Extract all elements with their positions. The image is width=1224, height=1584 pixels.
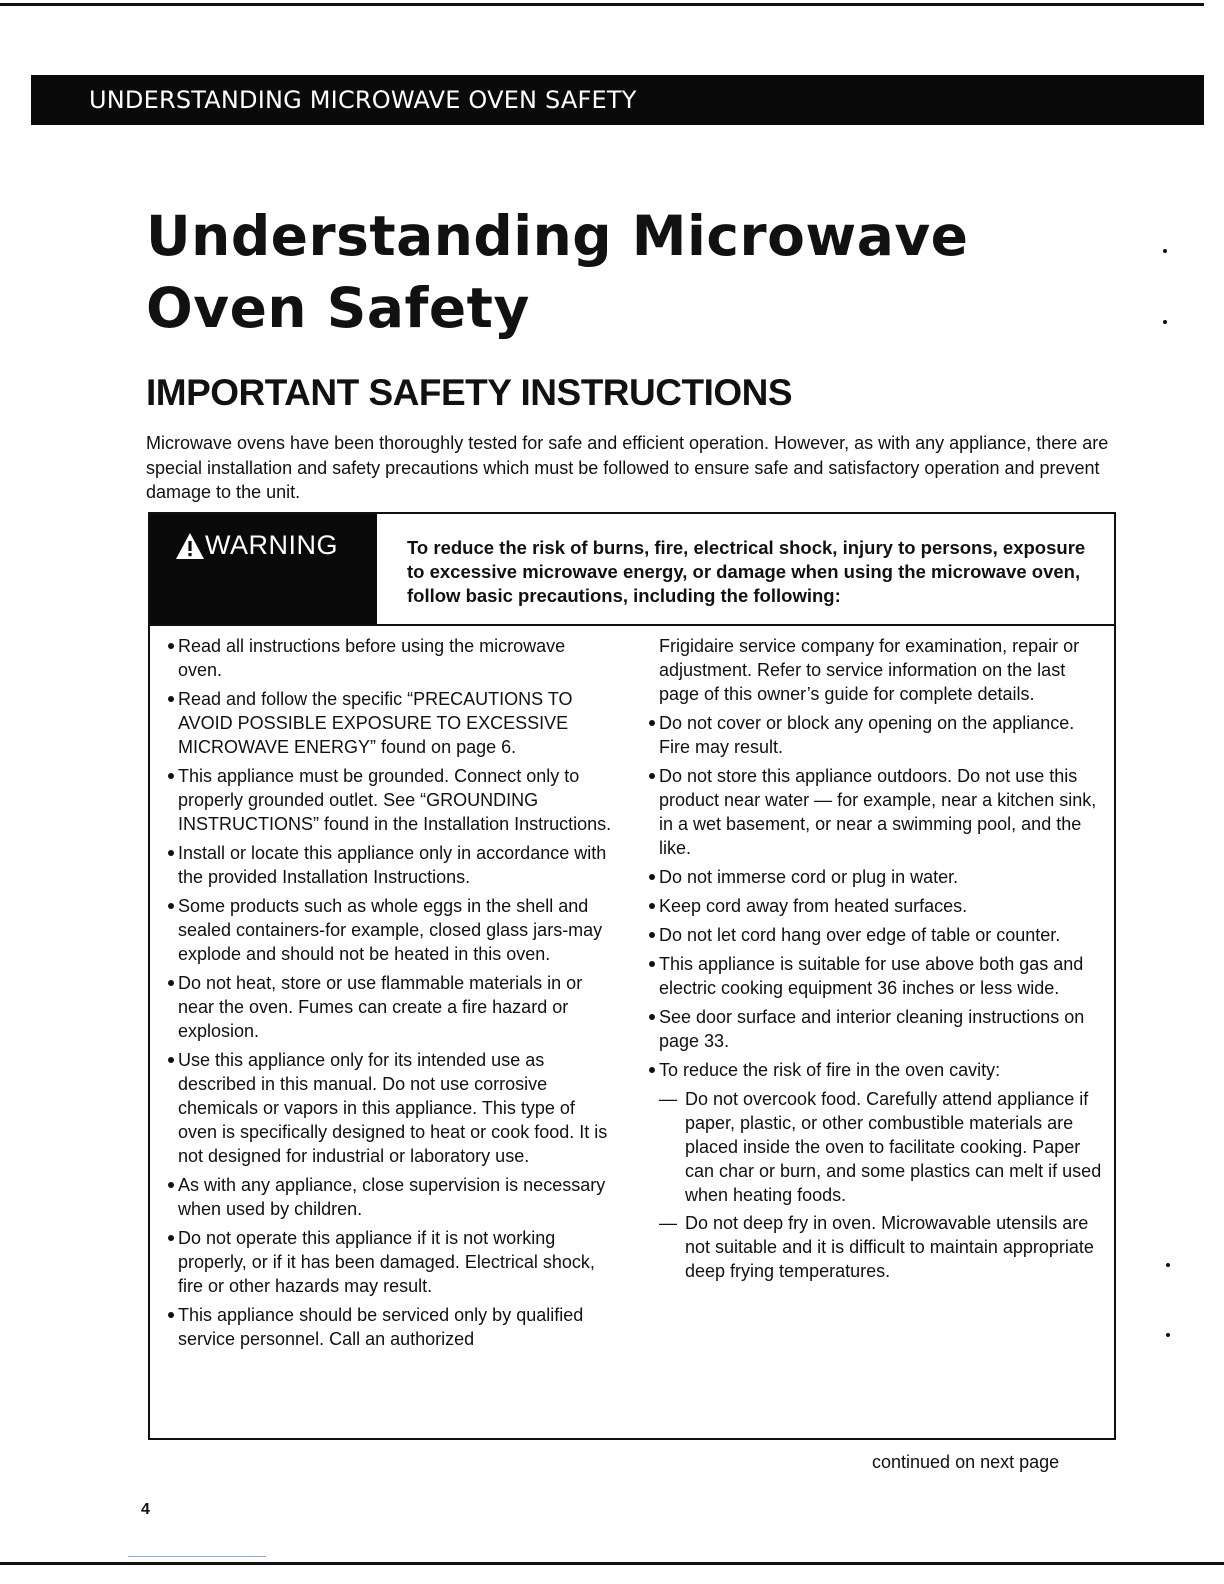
list-item	[649, 923, 1104, 947]
bullet-icon	[649, 961, 655, 967]
bottom-faint-line	[128, 1556, 266, 1557]
warning-text: To reduce the risk of burns, fire, electrical shock, injury to persons, exposure to excessive microwave energy, or damage when using the microwave oven, follow basic precautions, including the following:	[407, 537, 1086, 606]
bullet-icon	[168, 1182, 174, 1188]
list-item	[168, 971, 613, 1043]
list-item-text: Use this appliance only for its intended use as described in this manual. Do not use corrosive chemicals or vapors in this appliance. This type of oven is specifically designed to heat or cook food. It is not designed for industrial or laboratory use.	[178, 1050, 608, 1166]
list-item-text: Some products such as whole eggs in the shell and sealed containers-for example, closed glass jars-may explode and should not be heated in this oven.	[178, 896, 603, 964]
bullet-icon	[649, 1067, 655, 1073]
list-item-text: As with any appliance, close supervision is necessary when used by children.	[178, 1175, 606, 1219]
bullet-icon	[649, 1014, 655, 1020]
list-item-text: See door surface and interior cleaning instructions on page 33.	[659, 1007, 1085, 1051]
intro-paragraph: Microwave ovens have been thoroughly tested for safe and efficient operation. However, as with any appliance, there are special installation and safety precautions which must be followed to ensure safe and satisfactory operation and prevent damage to the unit.	[146, 433, 1109, 502]
list-item	[649, 711, 1104, 759]
list-item	[168, 894, 613, 966]
warning-label: WARNING	[205, 530, 338, 560]
list-item	[168, 1048, 613, 1168]
list-item	[168, 764, 613, 836]
bullet-icon	[168, 1312, 174, 1318]
page-title	[146, 200, 1046, 344]
bullet-icon	[168, 1057, 174, 1063]
list-item	[168, 1173, 613, 1221]
warning-triangle-icon	[175, 532, 205, 560]
bullet-icon	[649, 932, 655, 938]
right-column	[649, 634, 1104, 1287]
left-column	[168, 634, 613, 1356]
page-number: 4	[141, 1501, 150, 1518]
list-item	[649, 952, 1104, 1000]
dash-marker: —	[659, 1213, 677, 1233]
list-item-text: This appliance must be grounded. Connect only to properly grounded outlet. See “GROUNDING INSTRUCTIONS” found in the Installation Instructions.	[178, 766, 612, 834]
margin-dot	[1166, 1333, 1170, 1337]
list-item	[649, 1005, 1104, 1053]
sub-list-item-text: Do not overcook food. Carefully attend appliance if paper, plastic, or other combustible materials are placed inside the oven to facilitate cooking. Paper can char or burn, and some plastics can melt if used when heating foods.	[685, 1089, 1102, 1205]
sub-list-item-text: Do not deep fry in oven. Microwavable utensils are not suitable and it is difficult to maintain appropriate deep frying temperatures.	[685, 1213, 1094, 1281]
sub-list-item	[649, 1211, 1104, 1283]
top-rule	[0, 3, 1204, 6]
bullet-icon	[168, 643, 174, 649]
list-item-text: To reduce the risk of fire in the oven cavity:	[659, 1060, 1001, 1080]
continued-note: continued on next page	[872, 1452, 1060, 1472]
list-item-continuation: Frigidaire service company for examination, repair or adjustment. Refer to service information on the last page of this owner’s guide for complete details.	[659, 636, 1080, 704]
bullet-icon	[168, 696, 174, 702]
bullet-icon	[168, 1235, 174, 1241]
list-item	[649, 1058, 1104, 1082]
warning-header	[150, 514, 1114, 626]
bottom-rule	[0, 1562, 1224, 1565]
list-item-text: Do not operate this appliance if it is not working properly, or if it has been damaged. Electrical shock, fire or other hazards may result.	[178, 1228, 595, 1296]
section-header-bar	[31, 75, 1204, 125]
bullet-icon	[649, 773, 655, 779]
page-title-line2: Oven Safety	[146, 276, 530, 340]
list-item	[168, 687, 613, 759]
bullet-icon	[168, 850, 174, 856]
list-item-text: Read and follow the specific “PRECAUTIONS TO AVOID POSSIBLE EXPOSURE TO EXCESSIVE MICROWAVE ENERGY” found on page 6.	[178, 689, 573, 757]
page-title-line1: Understanding Microwave	[146, 204, 969, 268]
bullet-icon	[168, 980, 174, 986]
bullet-icon	[649, 903, 655, 909]
safety-instructions-heading: IMPORTANT SAFETY INSTRUCTIONS	[146, 372, 793, 413]
bullet-icon	[168, 903, 174, 909]
list-item	[649, 865, 1104, 889]
list-item	[649, 764, 1104, 860]
list-item-text: Do not store this appliance outdoors. Do not use this product near water — for example, near a kitchen sink, in a wet basement, or near a swimming pool, and the like.	[659, 766, 1097, 858]
list-item-text: Do not cover or block any opening on the appliance. Fire may result.	[659, 713, 1075, 757]
margin-dot	[1166, 1263, 1170, 1267]
margin-dot	[1163, 320, 1167, 324]
bullet-icon	[649, 874, 655, 880]
list-item	[168, 634, 613, 682]
list-item	[168, 1303, 613, 1351]
list-item-text: Do not let cord hang over edge of table or counter.	[659, 925, 1061, 945]
list-item-text: Read all instructions before using the microwave oven.	[178, 636, 566, 680]
bullet-icon	[168, 773, 174, 779]
warning-label-block	[150, 514, 377, 624]
list-item-text: This appliance should be serviced only by qualified service personnel. Call an authorized	[178, 1305, 584, 1349]
margin-dot	[1163, 249, 1167, 253]
list-item	[168, 841, 613, 889]
dash-marker: —	[659, 1089, 677, 1109]
list-item	[168, 1226, 613, 1298]
list-item	[649, 894, 1104, 918]
section-title: UNDERSTANDING MICROWAVE OVEN SAFETY	[89, 86, 637, 114]
list-item-text: This appliance is suitable for use above both gas and electric cooking equipment 36 inches or less wide.	[659, 954, 1084, 998]
bullet-icon	[649, 720, 655, 726]
list-item-text: Do not heat, store or use flammable materials in or near the oven. Fumes can create a fire hazard or explosion.	[178, 973, 583, 1041]
list-item-text: Install or locate this appliance only in accordance with the provided Installation Instructions.	[178, 843, 607, 887]
list-item-text: Keep cord away from heated surfaces.	[659, 896, 968, 916]
list-item-text: Do not immerse cord or plug in water.	[659, 867, 959, 887]
sub-list-item	[649, 1087, 1104, 1207]
warning-box	[148, 512, 1116, 1440]
